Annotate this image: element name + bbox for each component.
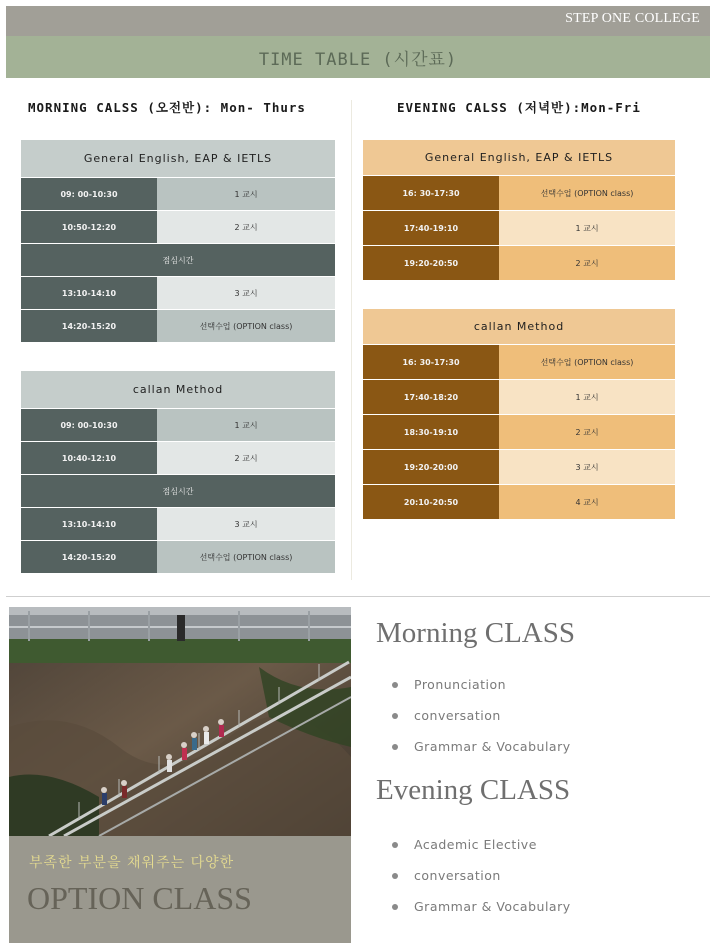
time-cell: 20:10-20:50 [363, 485, 499, 519]
period-cell: 3 교시 [157, 277, 335, 309]
evening-heading: EVENING CALSS (저녁반):Mon-Fri [397, 100, 641, 115]
table-row [21, 540, 335, 573]
time-cell: 19:20-20:00 [363, 450, 499, 484]
table-row [363, 210, 675, 245]
lunch-row: 점심시간 [21, 474, 335, 507]
time-cell: 16: 30-17:30 [363, 176, 499, 210]
period-cell: 2 교시 [157, 442, 335, 474]
evening-callan-table [363, 309, 675, 519]
table-row [21, 441, 335, 474]
evening-class-list [392, 836, 571, 929]
time-cell: 19:20-20:50 [363, 246, 499, 280]
period-cell: 선택수업 (OPTION class) [499, 176, 675, 210]
time-cell: 18:30-19:10 [363, 415, 499, 449]
table-row [363, 449, 675, 484]
table-row [363, 175, 675, 210]
column-divider [351, 100, 352, 580]
morning-callan-table [21, 371, 335, 573]
list-item: Grammar & Vocabulary [392, 898, 571, 929]
table-row [21, 408, 335, 441]
morning-class-title: Morning CLASS [376, 617, 576, 649]
period-cell: 3 교시 [499, 450, 675, 484]
section-divider [6, 596, 710, 597]
list-item: Academic Elective [392, 836, 571, 867]
time-cell: 14:20-15:20 [21, 310, 157, 342]
time-cell: 13:10-14:10 [21, 508, 157, 540]
time-cell: 13:10-14:10 [21, 277, 157, 309]
morning-class-list [392, 676, 571, 769]
time-cell: 17:40-18:20 [363, 380, 499, 414]
list-item: Grammar & Vocabulary [392, 738, 571, 769]
period-cell: 1 교시 [157, 409, 335, 441]
period-cell: 1 교시 [499, 380, 675, 414]
group-photo [9, 607, 351, 836]
time-cell: 14:20-15:20 [21, 541, 157, 573]
time-cell: 17:40-19:10 [363, 211, 499, 245]
stairway-cliff-image [9, 607, 351, 836]
evening-class-title: Evening CLASS [376, 774, 571, 806]
table-row [21, 507, 335, 540]
table-title: callan Method [21, 371, 335, 408]
time-cell: 16: 30-17:30 [363, 345, 499, 379]
period-cell: 선택수업 (OPTION class) [157, 541, 335, 573]
option-class-banner [9, 836, 351, 943]
time-cell: 10:40-12:10 [21, 442, 157, 474]
list-item: conversation [392, 867, 571, 898]
table-title: General English, EAP & IETLS [21, 140, 335, 177]
list-item: conversation [392, 707, 571, 738]
evening-general-table [363, 140, 675, 280]
table-row [363, 379, 675, 414]
table-row [21, 177, 335, 210]
table-row [21, 210, 335, 243]
time-cell: 09: 00-10:30 [21, 409, 157, 441]
table-row [363, 344, 675, 379]
period-cell: 4 교시 [499, 485, 675, 519]
period-cell: 선택수업 (OPTION class) [157, 310, 335, 342]
table-title: callan Method [363, 309, 675, 344]
brand-name: STEP ONE COLLEGE [565, 11, 700, 26]
table-row [363, 245, 675, 280]
period-cell: 2 교시 [499, 246, 675, 280]
table-title: General English, EAP & IETLS [363, 140, 675, 175]
table-row [21, 309, 335, 342]
period-cell: 1 교시 [157, 178, 335, 210]
list-item: Pronunciation [392, 676, 571, 707]
title-bar [6, 36, 710, 78]
table-row [363, 414, 675, 449]
period-cell: 선택수업 (OPTION class) [499, 345, 675, 379]
time-cell: 10:50-12:20 [21, 211, 157, 243]
morning-general-table [21, 140, 335, 342]
period-cell: 1 교시 [499, 211, 675, 245]
banner-subtitle: 부족한 부분을 채워주는 다양한 [29, 855, 235, 871]
period-cell: 2 교시 [499, 415, 675, 449]
period-cell: 2 교시 [157, 211, 335, 243]
period-cell: 3 교시 [157, 508, 335, 540]
lunch-row: 점심시간 [21, 243, 335, 276]
time-cell: 09: 00-10:30 [21, 178, 157, 210]
top-bar [6, 6, 710, 36]
morning-heading: MORNING CALSS (오전반): Mon- Thurs [28, 100, 306, 115]
banner-title: OPTION CLASS [27, 880, 252, 916]
table-row [21, 276, 335, 309]
page-title: TIME TABLE (시간표) [258, 49, 458, 70]
table-row [363, 484, 675, 519]
